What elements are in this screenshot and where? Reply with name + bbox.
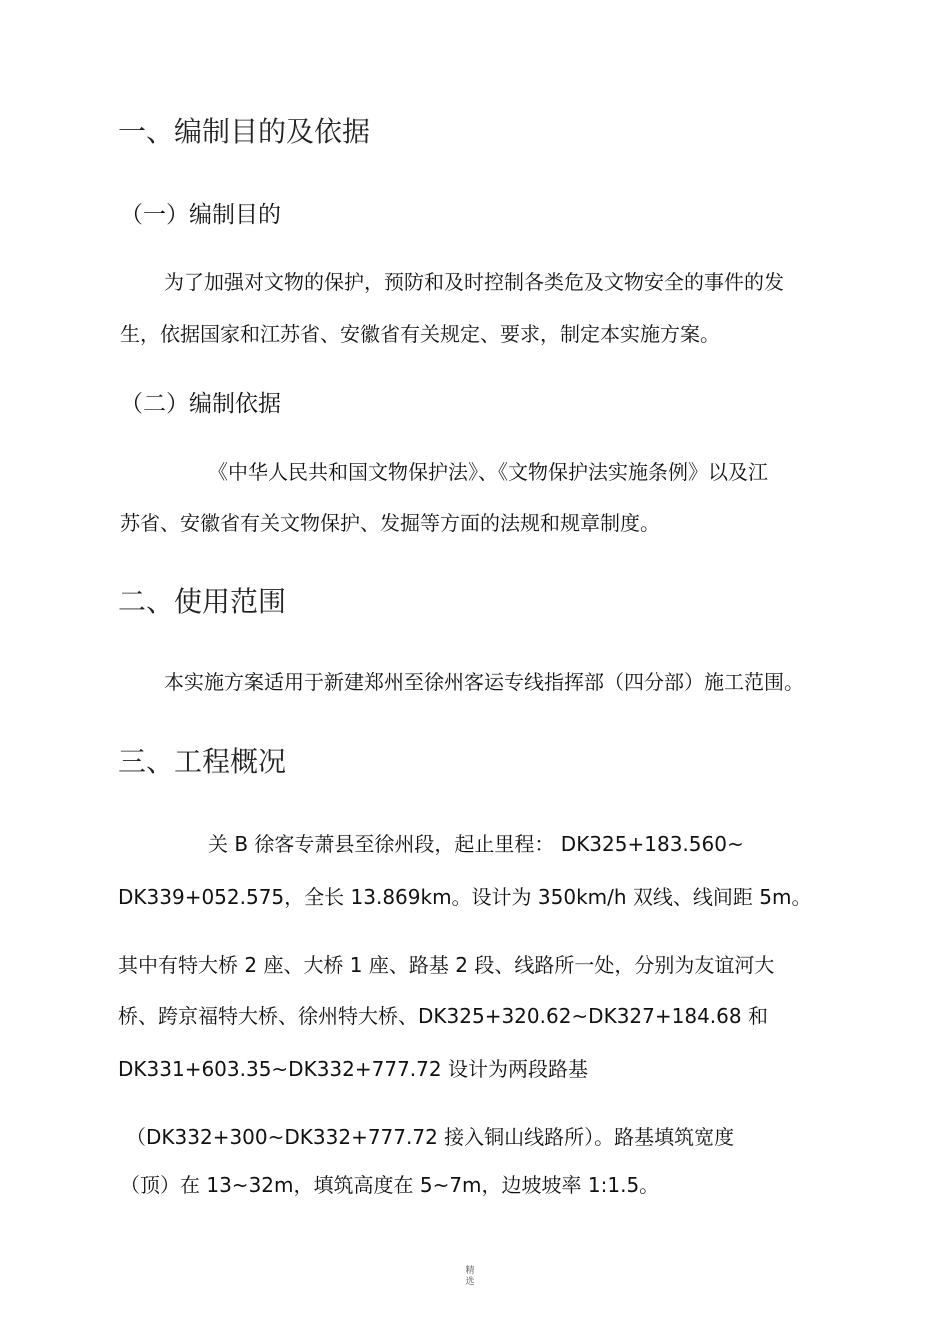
overview-line-2: DK339+052.575，全长 13.869km。设计为 350km/h 双线、线间距 5m。 bbox=[118, 885, 812, 909]
overview-line-7: （顶）在 13~32m，填筑高度在 5~7m，边坡坡率 1:1.5。 bbox=[120, 1173, 660, 1197]
overview-line-4: 桥、跨京福特大桥、徐州特大桥、DK325+320.62~DK327+184.68 和 bbox=[118, 1004, 768, 1028]
section-2-heading: 二、使用范围 bbox=[118, 585, 287, 618]
section-1-heading: 一、编制目的及依据 bbox=[118, 115, 371, 148]
footer-char-2: 选 bbox=[465, 1277, 475, 1287]
basis-line-1: 《中华人民共和国文物保护法》、《文物保护法实施条例》以及江 bbox=[208, 460, 768, 484]
purpose-line-2: 生，依据国家和江苏省、安徽省有关规定、要求，制定本实施方案。 bbox=[120, 322, 720, 346]
page-footer-mark bbox=[455, 1266, 485, 1288]
overview-line-1: 关 B 徐客专萧县至徐州段，起止里程： DK325+183.560~ bbox=[208, 832, 744, 856]
subsection-2-heading: （二）编制依据 bbox=[120, 391, 281, 417]
overview-line-3: 其中有特大桥 2 座、大桥 1 座、路基 2 段、线路所一处，分别为友谊河大 bbox=[118, 953, 775, 977]
basis-line-2: 苏省、安徽省有关文物保护、发掘等方面的法规和规章制度。 bbox=[120, 511, 660, 535]
overview-line-5: DK331+603.35~DK332+777.72 设计为两段路基 bbox=[118, 1057, 588, 1081]
section-3-heading: 三、工程概况 bbox=[118, 745, 287, 778]
overview-line-6: （DK332+300~DK332+777.72 接入铜山线路所）。路基填筑宽度 bbox=[126, 1125, 735, 1149]
footer-char-1: 精 bbox=[465, 1266, 475, 1276]
scope-line-1: 本实施方案适用于新建郑州至徐州客运专线指挥部（四分部）施工范围。 bbox=[164, 670, 804, 694]
purpose-line-1: 为了加强对文物的保护，预防和及时控制各类危及文物安全的事件的发 bbox=[164, 270, 784, 294]
subsection-1-heading: （一）编制目的 bbox=[120, 202, 281, 228]
